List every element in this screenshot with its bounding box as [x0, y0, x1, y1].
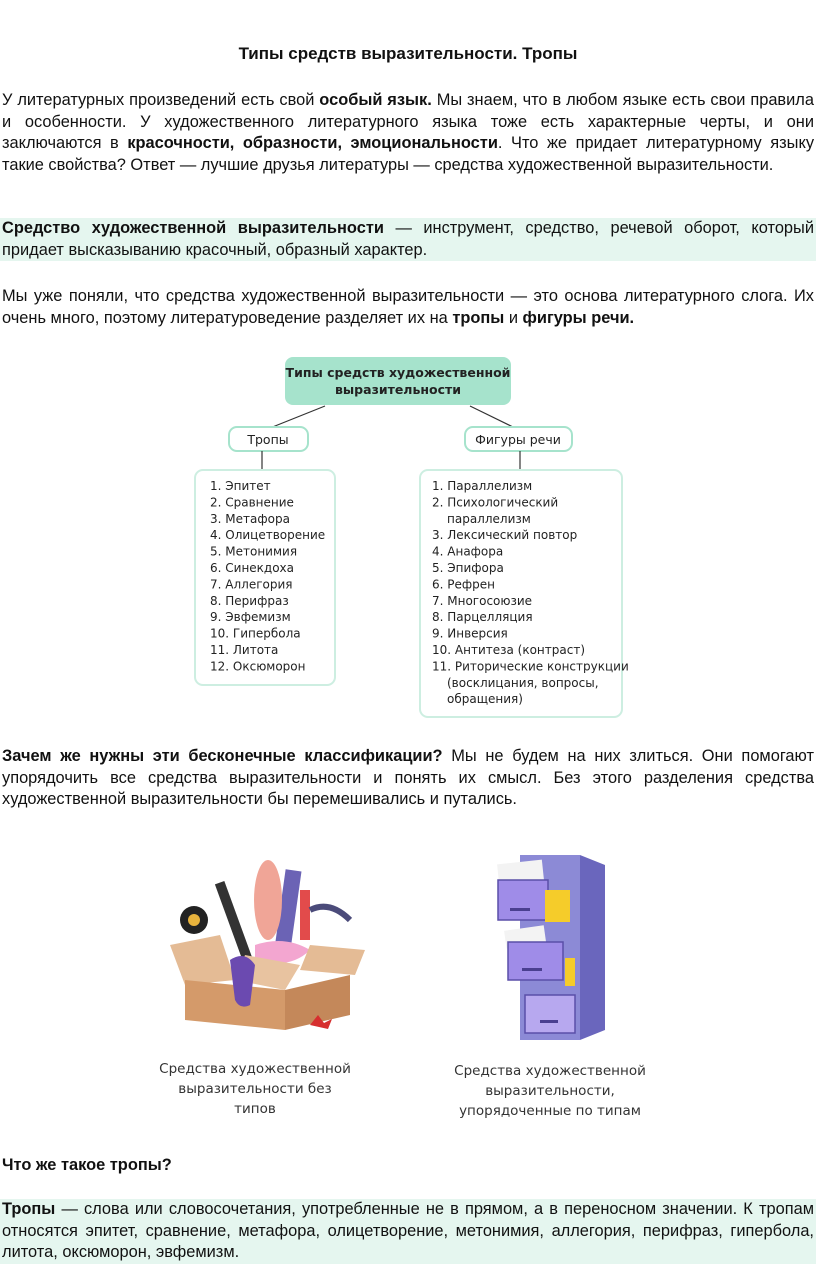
figures-item: (восклицания, вопросы, — [447, 675, 599, 690]
intro-paragraph — [0, 90, 816, 176]
tropes-item: 4. Олицетворение — [210, 528, 326, 543]
folder-yellow — [565, 958, 575, 986]
figures-item: параллелизм — [447, 511, 531, 526]
figures-label: Фигуры речи — [475, 432, 561, 447]
horseshoe-shape — [310, 907, 350, 920]
text: . Что же придает литературному языку такие свойства? Ответ — лучшие друзья литературы — средства художественной выразительности. — [2, 134, 815, 174]
text: — слова или словосочетания, употребленные не в прямом, а в переносном значении. К тропам относятся эпитет, сравнение, метафора, олицетворение, метонимия, аллегория, перифраз, гипербола, литота, оксюморон, эвфемизм. — [2, 1200, 814, 1261]
drawer-2-handle — [522, 968, 542, 971]
page-title: Типы средств выразительности. Тропы — [238, 44, 578, 63]
connector — [470, 406, 515, 428]
tropes-label: Тропы — [247, 432, 289, 447]
figures-item: 9. Инверсия — [432, 626, 508, 641]
tropes-item: 8. Перифраз — [210, 593, 289, 608]
tropes-item: 5. Метонимия — [210, 544, 298, 559]
classification-paragraph — [0, 286, 816, 329]
bold-text: Тропы — [2, 1200, 56, 1218]
tropes-item: 7. Аллегория — [210, 577, 293, 592]
figures-item: 7. Многосоюзие — [432, 593, 533, 608]
drawer-1-handle — [510, 908, 530, 911]
tropes-definition-paragraph — [0, 1199, 816, 1264]
figures-item: 1. Параллелизм — [432, 479, 533, 493]
vase-shape — [254, 860, 282, 940]
tropes-item: 2. Сравнение — [210, 495, 294, 510]
root-label-line1: Типы средств художественной — [285, 365, 511, 380]
caption-line: типов — [234, 1101, 276, 1117]
folder-yellow — [545, 890, 570, 922]
bold-text: Средство художественной выразительности — [2, 219, 384, 237]
figures-item: 5. Эпифора — [432, 561, 504, 575]
figures-item: обращения) — [447, 692, 523, 707]
messy-box-illustration — [160, 850, 390, 1040]
why-paragraph — [0, 746, 816, 811]
classification-diagram — [0, 350, 816, 720]
tropes-item: 11. Литота — [210, 643, 279, 657]
box-flap-left — [170, 935, 235, 985]
brush-shape — [300, 890, 310, 940]
drawer-3 — [525, 995, 575, 1033]
tropes-item: 3. Метафора — [210, 511, 290, 526]
caption-line: Средства художественной — [159, 1061, 351, 1077]
tropes-item: 9. Эвфемизм — [210, 610, 291, 625]
filing-cabinet-illustration — [490, 850, 640, 1050]
tropes-item: 12. Оксюморон — [210, 659, 306, 674]
tape-hole — [188, 914, 200, 926]
caption-line: упорядоченные по типам — [459, 1103, 641, 1119]
caption-line: Средства художественной — [454, 1063, 646, 1079]
caption-left — [155, 1059, 355, 1119]
bold-text: Зачем же нужны эти бесконечные классификации? — [2, 747, 443, 765]
text: Мы знаем, что в любом языке есть свои правила и особенности. У художественного литературного языка тоже есть характерные черты, и они заключаются в — [2, 91, 814, 152]
figures-item: 2. Психологический — [432, 495, 559, 510]
tropes-item: 6. Синекдоха — [210, 561, 295, 575]
drawer-3-handle — [540, 1020, 558, 1023]
figures-item: 11. Риторические конструкции — [432, 659, 629, 674]
definition-paragraph — [0, 218, 816, 261]
bold-text: фигуры речи. — [522, 308, 635, 327]
text: Мы уже поняли, что средства художественной выразительности — это основа литературного слога. Их очень много, поэтому литературоведение разделяет их на — [2, 287, 814, 327]
tropes-item: 10. Гипербола — [210, 626, 301, 641]
bold-text: тропы — [452, 308, 505, 327]
bold-text: особый язык. — [319, 91, 432, 109]
figures-item: 3. Лексический повтор — [432, 528, 578, 543]
tropes-item: 1. Эпитет — [210, 479, 271, 493]
cabinet-side — [580, 855, 605, 1040]
figures-item: 10. Антитеза (контраст) — [432, 643, 586, 657]
drawer-1 — [498, 880, 548, 920]
figures-item: 4. Анафора — [432, 544, 504, 559]
figures-item: 6. Рефрен — [432, 577, 495, 592]
drawer-2 — [508, 942, 563, 980]
caption-right — [440, 1061, 660, 1121]
caption-line: выразительности без — [178, 1081, 332, 1097]
box-flap-right — [300, 945, 365, 975]
text: и — [504, 308, 523, 327]
section-heading: Что же такое тропы? — [2, 1156, 172, 1174]
text: — инструмент, средство, речевой оборот, который придает высказыванию красочный, образный характер. — [2, 219, 814, 259]
text: Мы не будем на них злиться. Они помогают упорядочить все средства выразительности и понять их смысл. Без этого разделения средства художественной выразительности бы перемешивались и путались. — [2, 747, 814, 808]
root-label-line2: выразительности — [334, 382, 462, 397]
text: У литературных произведений есть свой — [2, 91, 320, 109]
caption-line: выразительности, — [485, 1083, 615, 1099]
bold-text: красочности, образности, эмоциональности — [127, 134, 498, 152]
figures-item: 8. Парцелляция — [432, 610, 533, 625]
connector — [270, 406, 325, 428]
